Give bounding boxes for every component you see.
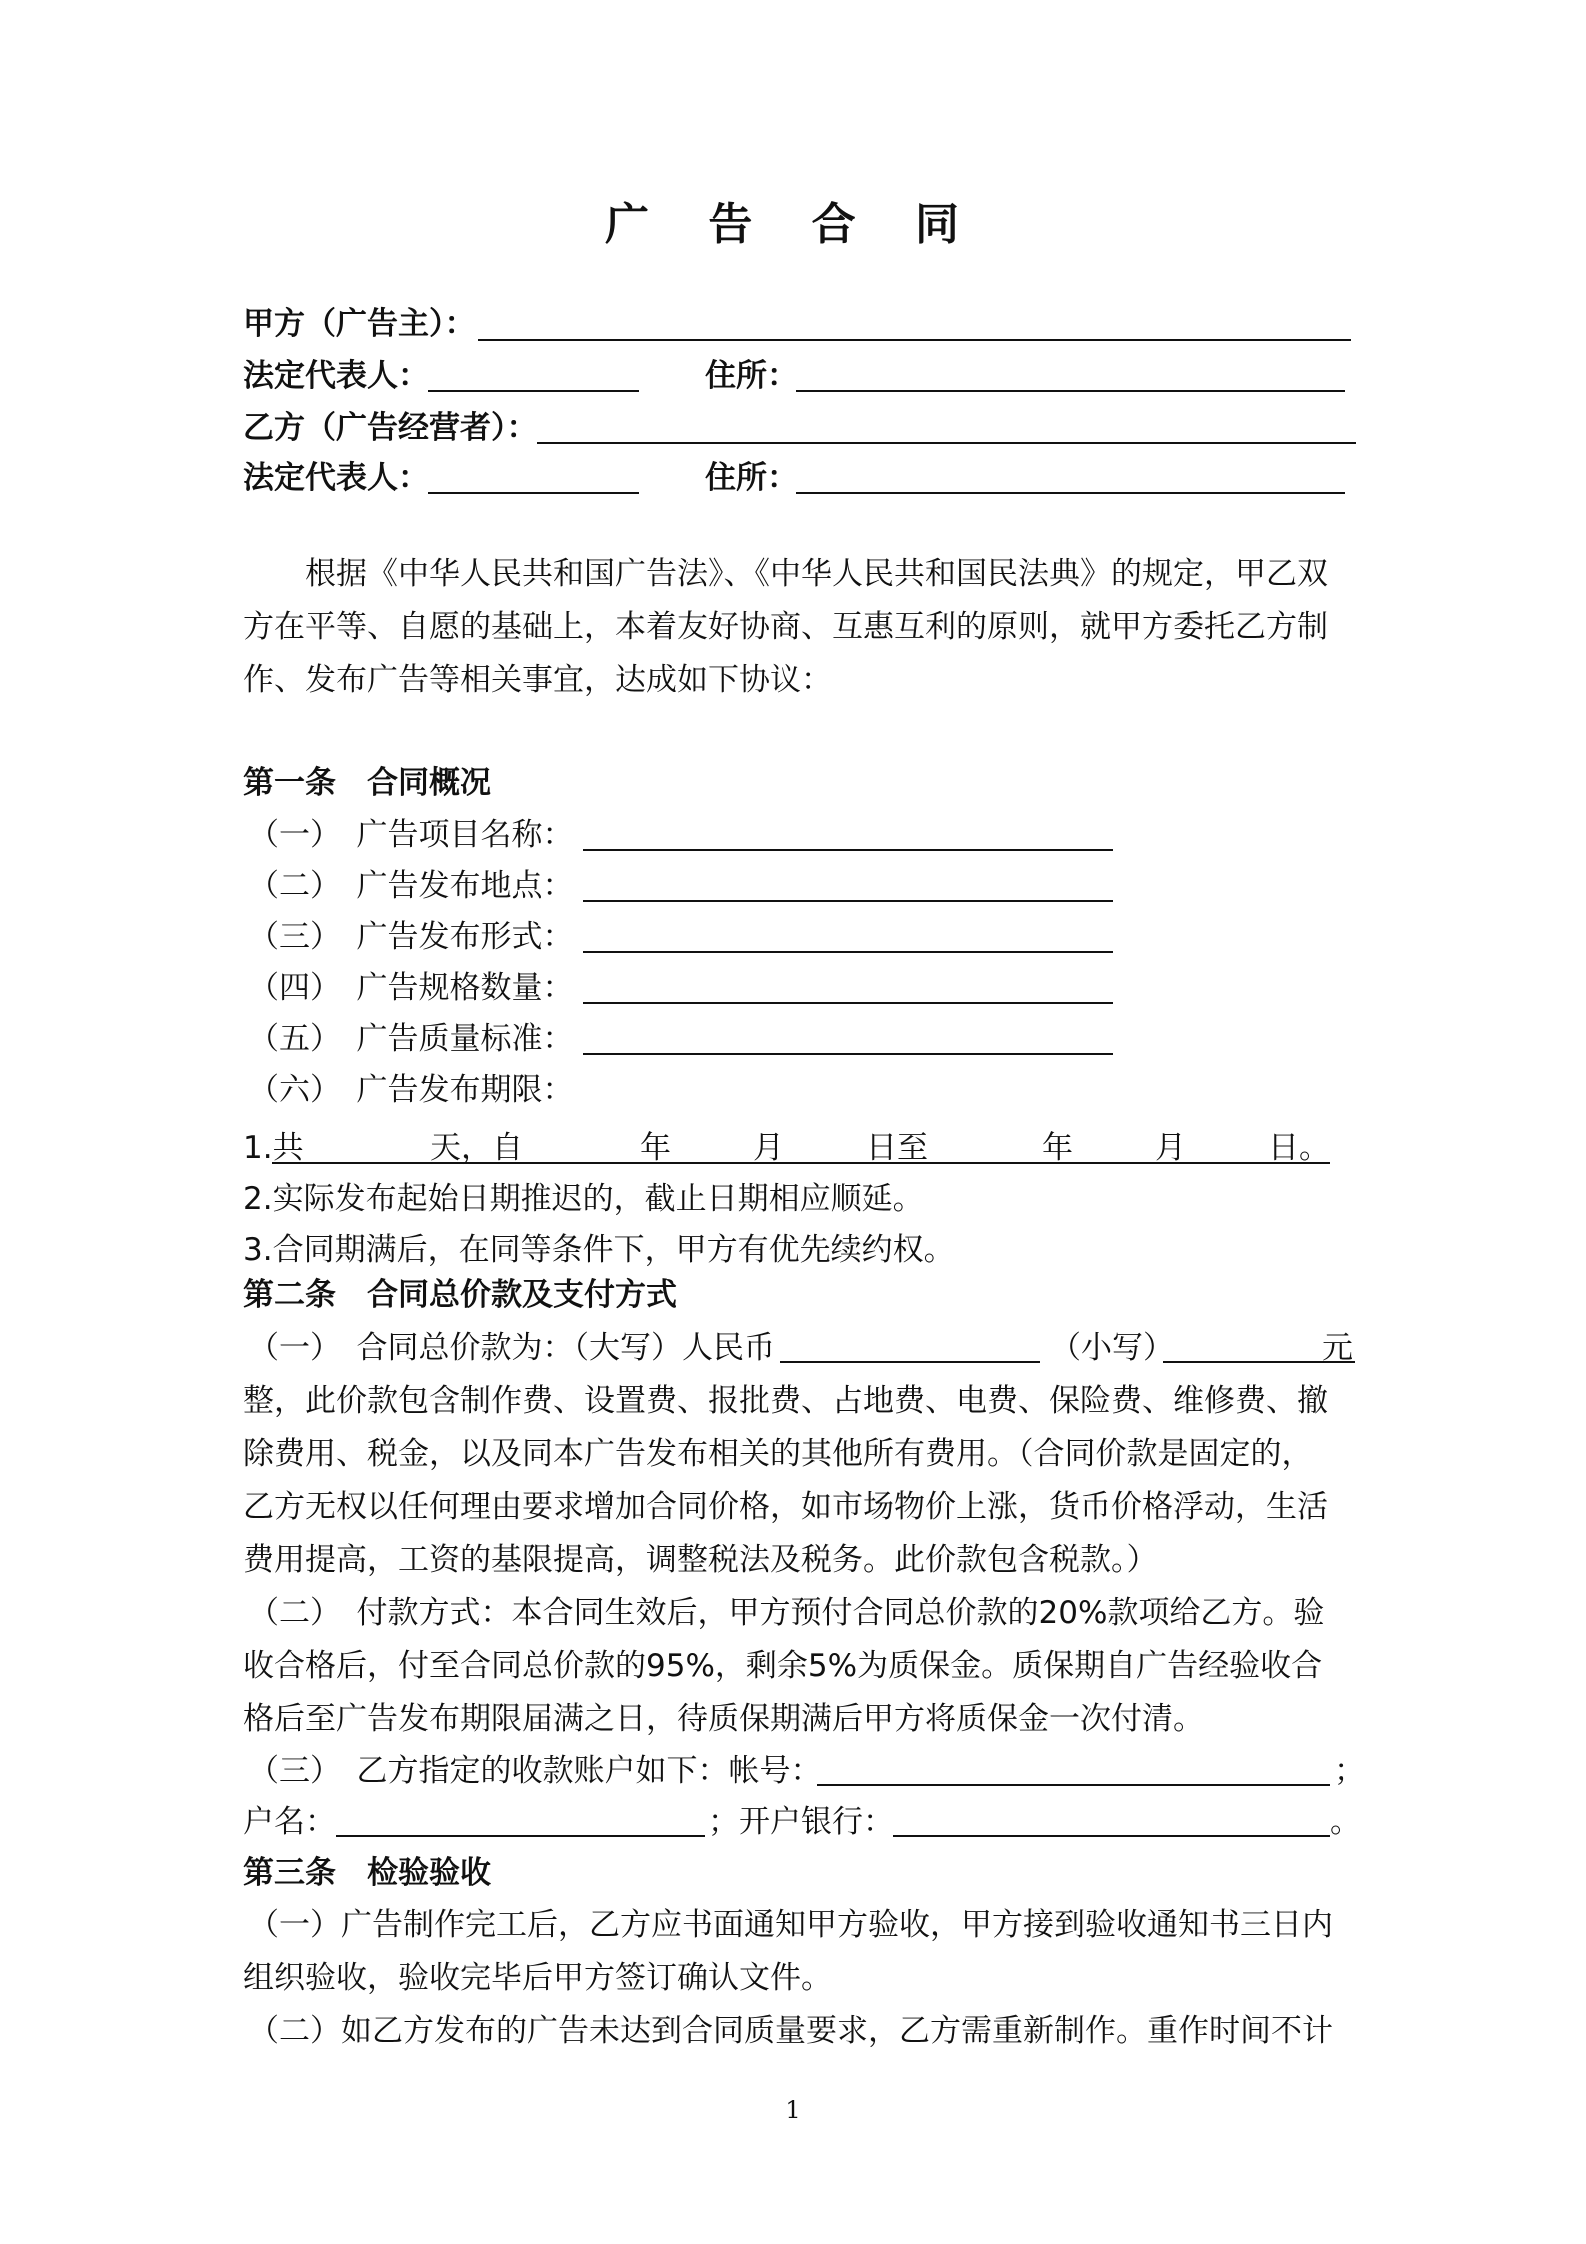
party-a-blank (478, 339, 1351, 341)
page-number: 1 (785, 2096, 801, 2124)
payment-line-2: 收合格后，付至合同总价款的95%，剩余5%为质保金。质保期自广告经验收合 (243, 1648, 1323, 1684)
account-label: （三） 乙方指定的收款账户如下：帐号： (248, 1753, 822, 1789)
price-label: （一） 合同总价款为：（大写）人民币 (248, 1330, 775, 1366)
account-label-end: ； (1334, 1753, 1365, 1789)
price-unit: 元 (1322, 1330, 1353, 1366)
article1-item-6: （六） 广告发布期限： (248, 1072, 574, 1108)
price-line-1: 整，此价款包含制作费、设置费、报批费、占地费、电费、保险费、维修费、撤 (243, 1383, 1328, 1419)
article1-item-2: （二） 广告发布地点： (248, 868, 574, 904)
rep-b-blank (428, 492, 639, 494)
article1-item-5-blank (583, 1053, 1113, 1055)
term-p8: 日。 (1268, 1130, 1330, 1166)
account-name-label: 户名： (243, 1804, 336, 1840)
article1-item-5: （五） 广告质量标准： (248, 1021, 574, 1057)
bank-line-end: 。 (1330, 1804, 1361, 1840)
price-line-2: 除费用、税金，以及同本广告发布相关的其他所有费用。（合同价款是固定的， (243, 1436, 1313, 1472)
article3-line-3: （二）如乙方发布的广告未达到合同质量要求，乙方需重新制作。重作时间不计 (248, 2013, 1333, 2049)
article1-heading: 第一条 合同概况 (243, 765, 491, 801)
article1-item-4-blank (583, 1002, 1113, 1004)
price-line-3: 乙方无权以任何理由要求增加合同价格，如市场物价上涨，货币价格浮动，生活 (243, 1489, 1328, 1525)
article1-note-2: 2.实际发布起始日期推迟的，截止日期相应顺延。 (243, 1181, 924, 1217)
article1-item-1-blank (583, 849, 1113, 851)
article1-item-3: （三） 广告发布形式： (248, 919, 574, 955)
term-p6: 年 (1042, 1130, 1073, 1166)
article1-note-3: 3.合同期满后，在同等条件下，甲方有优先续约权。 (243, 1232, 955, 1268)
article2-heading: 第二条 合同总价款及支付方式 (243, 1277, 677, 1313)
payment-line-1: （二） 付款方式：本合同生效后，甲方预付合同总价款的20%款项给乙方。验 (248, 1595, 1325, 1631)
rep-b-label: 法定代表人： (243, 460, 429, 496)
article3-line-1: （一）广告制作完工后，乙方应书面通知甲方验收，甲方接到验收通知书三日内 (248, 1907, 1333, 1943)
article1-item-3-blank (583, 951, 1113, 953)
payment-line-3: 格后至广告发布期限届满之日，待质保期满后甲方将质保金一次付清。 (243, 1701, 1204, 1737)
intro-line-3: 作、发布广告等相关事宜，达成如下协议： (243, 662, 832, 698)
addr-b-label: 住所： (705, 460, 798, 496)
document-title: 广 告 合 同 (605, 199, 981, 250)
account-number-blank (817, 1784, 1330, 1786)
term-p2: 天，自 (430, 1130, 523, 1166)
price-line-4: 费用提高，工资的基限提高，调整税法及税务。此价款包含税款。） (243, 1542, 1158, 1578)
party-b-blank (537, 442, 1356, 444)
party-a-label: 甲方（广告主）： (243, 306, 476, 342)
term-p7: 月 (1155, 1130, 1186, 1166)
article1-item-1: （一） 广告项目名称： (248, 817, 574, 853)
article3-line-2: 组织验收，验收完毕后甲方签订确认文件。 (243, 1960, 832, 1996)
bank-label: ；开户银行： (708, 1804, 894, 1840)
addr-a-blank (796, 390, 1345, 392)
bank-blank (893, 1835, 1330, 1837)
article1-item-4: （四） 广告规格数量： (248, 970, 574, 1006)
term-p5: 日至 (866, 1130, 928, 1166)
addr-a-label: 住所： (705, 358, 798, 394)
price-uppercase-blank (780, 1361, 1040, 1363)
term-underline (272, 1162, 1330, 1164)
party-b-label: 乙方（广告经营者）： (243, 410, 538, 446)
term-p4: 月 (753, 1130, 784, 1166)
intro-line-2: 方在平等、自愿的基础上，本着友好协商、互惠互利的原则，就甲方委托乙方制 (243, 609, 1328, 645)
article1-item-2-blank (583, 900, 1113, 902)
price-lowercase-label: （小写） (1050, 1330, 1174, 1366)
term-p1: 1.共 (243, 1130, 304, 1166)
account-name-blank (336, 1835, 705, 1837)
addr-b-blank (796, 492, 1345, 494)
rep-a-blank (428, 390, 639, 392)
article3-heading: 第三条 检验验收 (243, 1855, 491, 1891)
rep-a-label: 法定代表人： (243, 358, 429, 394)
term-p3: 年 (640, 1130, 671, 1166)
intro-line-1: 根据《中华人民共和国广告法》、《中华人民共和国民法典》的规定，甲乙双 (305, 556, 1328, 592)
